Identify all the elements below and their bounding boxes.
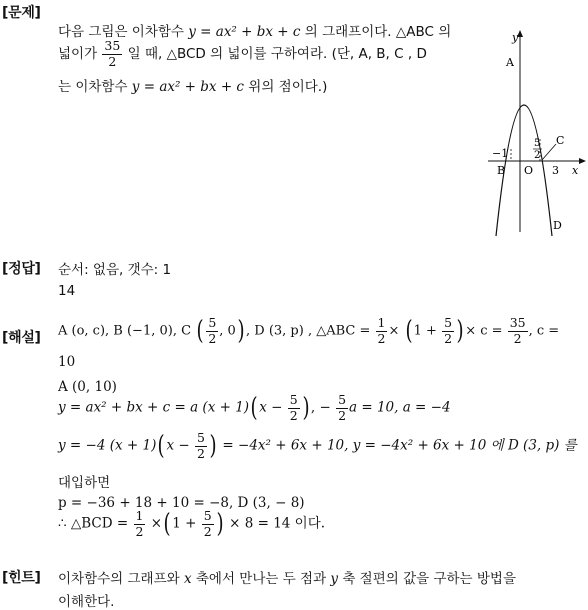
solution-line-2: 10	[58, 354, 76, 370]
tick-five-label: 5	[534, 138, 541, 149]
point-a-label: A	[506, 56, 514, 69]
parabola-graph	[478, 24, 588, 238]
problem-line-1: 다음 그림은 이차함수 y = ax² + bx + c 의 그래프이다. △ABC 의	[58, 24, 452, 40]
point-c-label: C	[556, 134, 565, 147]
point-b-label: B	[497, 164, 506, 177]
solution-line-1: A (o, c), B (−1, 0), C ( $\frac{5}{2}$ , 0) , D (3, p) , △ABC = $\frac{1}{2}$ × ( 1 + $\frac{5}{2}$ ) × c = $\frac{35}{2}$ , c =	[58, 315, 560, 346]
solution-line-8: ∴ △BCD = $\frac{1}{2}$ ×( 1 + $\frac{5}{2}$ ) × 8 = 14 이다.	[58, 508, 326, 539]
tick-three-label: 3	[552, 164, 559, 177]
problem-line-2: 넓이가 $\frac{35}{2}$ 일 때, △BCD 의 넓이를 구하여라. (단, A, B, C , D	[58, 38, 427, 69]
solution-line-4: y = ax² + bx + c = a (x + 1)( x − $\frac{5}{2}$ ) , − $\frac{5}{2}$ a = 10, a = −4	[58, 392, 451, 423]
x-axis-arrow	[579, 158, 586, 164]
x-axis-label: x	[572, 164, 579, 177]
answer-line-2: 14	[58, 283, 76, 299]
solution-line-3: A (0, 10)	[58, 379, 117, 395]
hint-label: [힌트]	[2, 570, 41, 586]
solution-line-6: 대입하면	[58, 475, 111, 491]
solution-line-7: p = −36 + 18 + 10 = −8, D (3, − 8)	[58, 495, 305, 511]
problem-label: [문제]	[2, 5, 41, 21]
answer-label: [정답]	[2, 261, 41, 277]
solution-line-5: y = −4 (x + 1)( x − $\frac{5}{2}$ ) = −4x² + 6x + 10, y = −4x² + 6x + 10 에 D (3, p) 를	[58, 430, 577, 461]
tick-neg1-label: −1	[492, 147, 509, 160]
tick-two-label: 2	[534, 150, 541, 161]
hint-line-2: 이해한다.	[58, 594, 115, 610]
hint-line-1: 이차함수의 그래프와 x 축에서 만나는 두 점과 y 축 절편의 값을 구하는 방법을	[58, 571, 516, 587]
answer-line-1: 순서: 없음, 갯수: 1	[58, 262, 172, 278]
y-axis-label: y	[512, 31, 519, 44]
point-d-label: D	[553, 219, 562, 232]
solution-label: [해설]	[2, 330, 41, 346]
origin-label: O	[524, 164, 534, 177]
problem-line-3: 는 이차함수 y = ax² + bx + c 위의 점이다.)	[58, 79, 328, 95]
c-pointer	[542, 144, 556, 160]
